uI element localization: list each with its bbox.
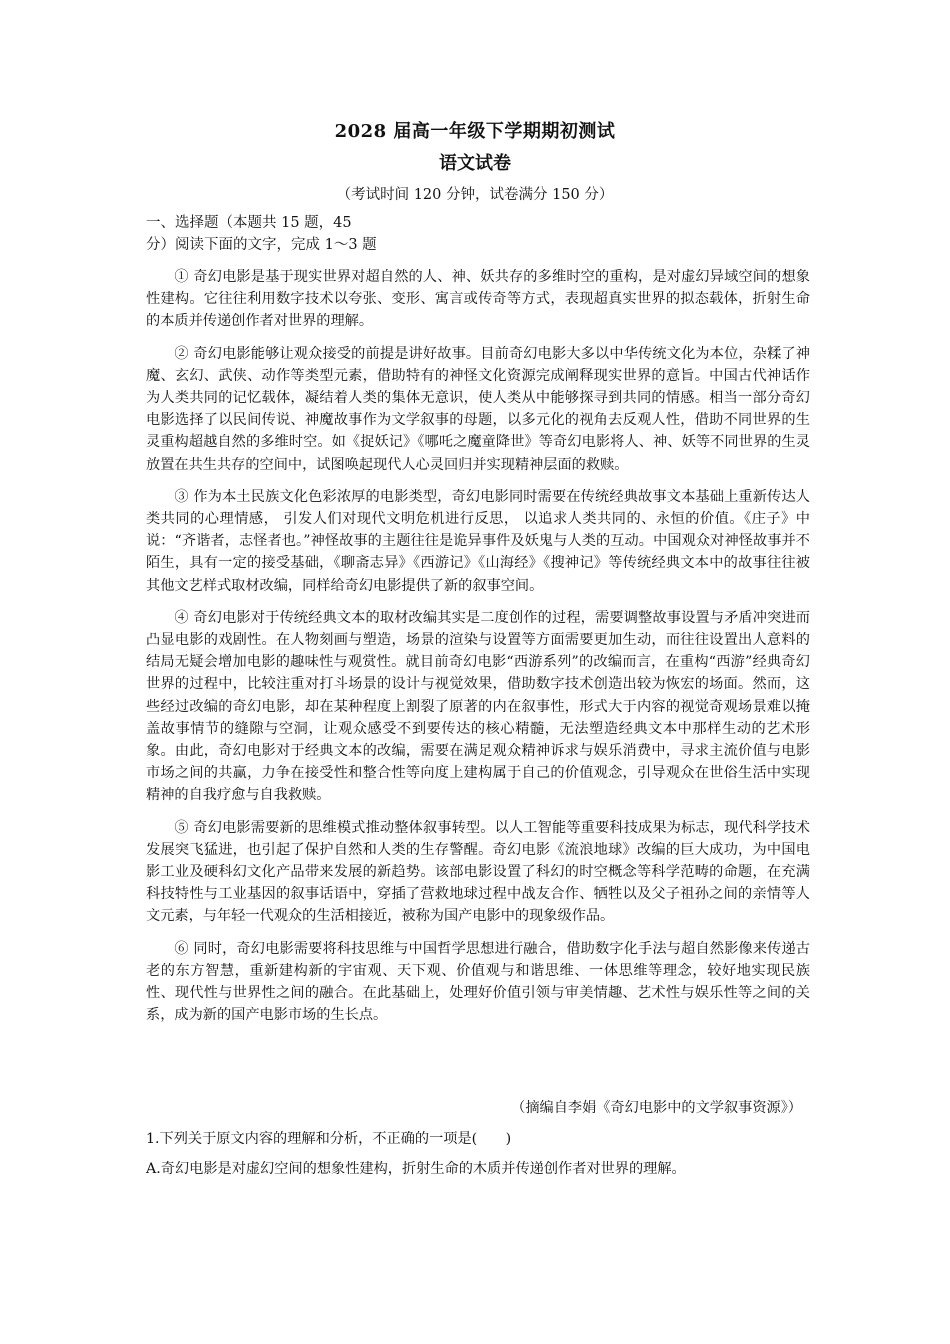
paragraph-4: ④ 奇幻电影对于传统经典文本的取材改编其实是二度创作的过程，需要调整故事设置与矛盾冲突进而凸显电影的戏剧性。在人物刻画与塑造，场景的渲染与设置等方面需要更加生动，而往往设置出人意料的结局无疑会增加电影的趣味性与观赏性。就目前奇幻电影“西游系列”的改编而言，在重构“西游”经典奇幻世界的过程中，比较注重对打斗场景的设计与视觉效果，借助数字技术创造出较为恢宏的场面。然而，这些经过改编的奇幻电影，却在某种程度上割裂了原著的内在叙事性，形式大于内容的视觉奇观场景难以掩盖故事情节的缝隙与空洞，让观众感受不到要传达的核心精髓，无法塑造经典文本中那样生动的艺术形象。由此，奇幻电影对于经典文本的改编，需要在满足观众精神诉求与娱乐消费中，寻求主流价值与电影市场之间的共赢，力争在接受性和整合性等向度上建构属于自己的价值观念，引导观众在世俗生活中实现精神的自我疗愈与自我救赎。 [146,609,810,804]
paragraph-2: ② 奇幻电影能够让观众接受的前提是讲好故事。目前奇幻电影大多以中华传统文化为本位，杂糅了神魔、玄幻、武侠、动作等类型元素，借助特有的神怪文化资源完成阐释现实世界的意旨。中国古代神话作为人类共同的记忆载体，凝结着人类的集体无意识，使人类从中能够探寻到共同的情感。相当一部分奇幻电影选择了以民间传说、神魔故事作为文学叙事的母题，以多元化的视角去反观人性，借助不同世界的生灵重构超越自然的多维时空。如《捉妖记》《哪吒之魔童降世》等奇幻电影将人、神、妖等不同世界的生灵放置在共生共存的空间中，试图唤起现代人心灵回归并实现精神层面的救赎。 [146,345,810,473]
paragraph-5: ⑤ 奇幻电影需要新的思维模式推动整体叙事转型。以人工智能等重要科技成果为标志，现代科学技术发展突飞猛进，也引起了保护自然和人类的生存警醒。奇幻电影《流浪地球》改编的巨大成功，为中国电影工业及硬科幻文化产品带来发展的新趋势。该部电影设置了科幻的时空概念等科学范畴的命题，在充满科技特性与工业基因的叙事话语中，穿插了营救地球过程中战友合作、牺牲以及父子祖孙之间的亲情等人文元素，与年轻一代观众的生活相接近，被称为国产电影中的现象级作品。 [146,819,810,925]
paragraph-1: ① 奇幻电影是基于现实世界对超自然的人、神、妖共存的多维时空的重构，是对虚幻异域空间的想象性建构。它往往利用数字技术以夸张、变形、寓言或传奇等方式，表现超真实世界的拟态载体，折射生命的本质并传递创作者对世界的理解。 [146,269,810,330]
exam-subtitle: 语文试卷 [439,153,511,174]
reading-passage [146,266,810,1037]
question-option-a: A.奇幻电影是对虚幻空间的想象性建构，折射生命的木质并传递创作者对世界的理解。 [146,1161,686,1177]
paragraph-3: ③ 作为本土民族文化色彩浓厚的电影类型，奇幻电影同时需要在传统经典故事文本基础上重新传达人类共同的心理情感， 引发人们对现代文明危机进行反思， 以追求人类共同的、永恒的价值。《庄子》中说：“齐谐者，志怪者也。”神怪故事的主题往往是诡异事件及妖鬼与人类的互动。中国观众对神怪故事并不陌生，具有一定的接受基础，《聊斋志异》《西游记》《山海经》《搜神记》等传统经典文本中的故事往往被其他文艺样式取材改编，同样给奇幻电影提供了新的叙事空间。 [146,488,810,594]
exam-note: （考试时间 120 分钟，试卷满分 150 分） [336,187,614,203]
passage-source: （摘编自李娟《奇幻电影中的文学叙事资源》） [511,1100,802,1116]
section-heading-line1: 一、选择题（本题共 15 题，45 [146,215,352,231]
paragraph-6: ⑥ 同时，奇幻电影需要将科技思维与中国哲学思想进行融合，借助数字化手法与超自然影像来传递古老的东方智慧，重新建构新的宇宙观、天下观、价值观与和谐思维、一体思维等理念，较好地实现民族性、现代性与世界性之间的融合。在此基础上，处理好价值引领与审美情趣、艺术性与娱乐性等之间的关系，成为新的国产电影市场的生长点。 [146,940,810,1024]
section-heading-line2: 分）阅读下面的文字，完成 1～3 题 [146,237,377,253]
exam-title: 2028 届高一年级下学期期初测试 [334,121,616,142]
section-heading [146,212,396,256]
question-stem: 1.下列关于原文内容的理解和分析，不正确的一项是( ) [146,1131,512,1147]
